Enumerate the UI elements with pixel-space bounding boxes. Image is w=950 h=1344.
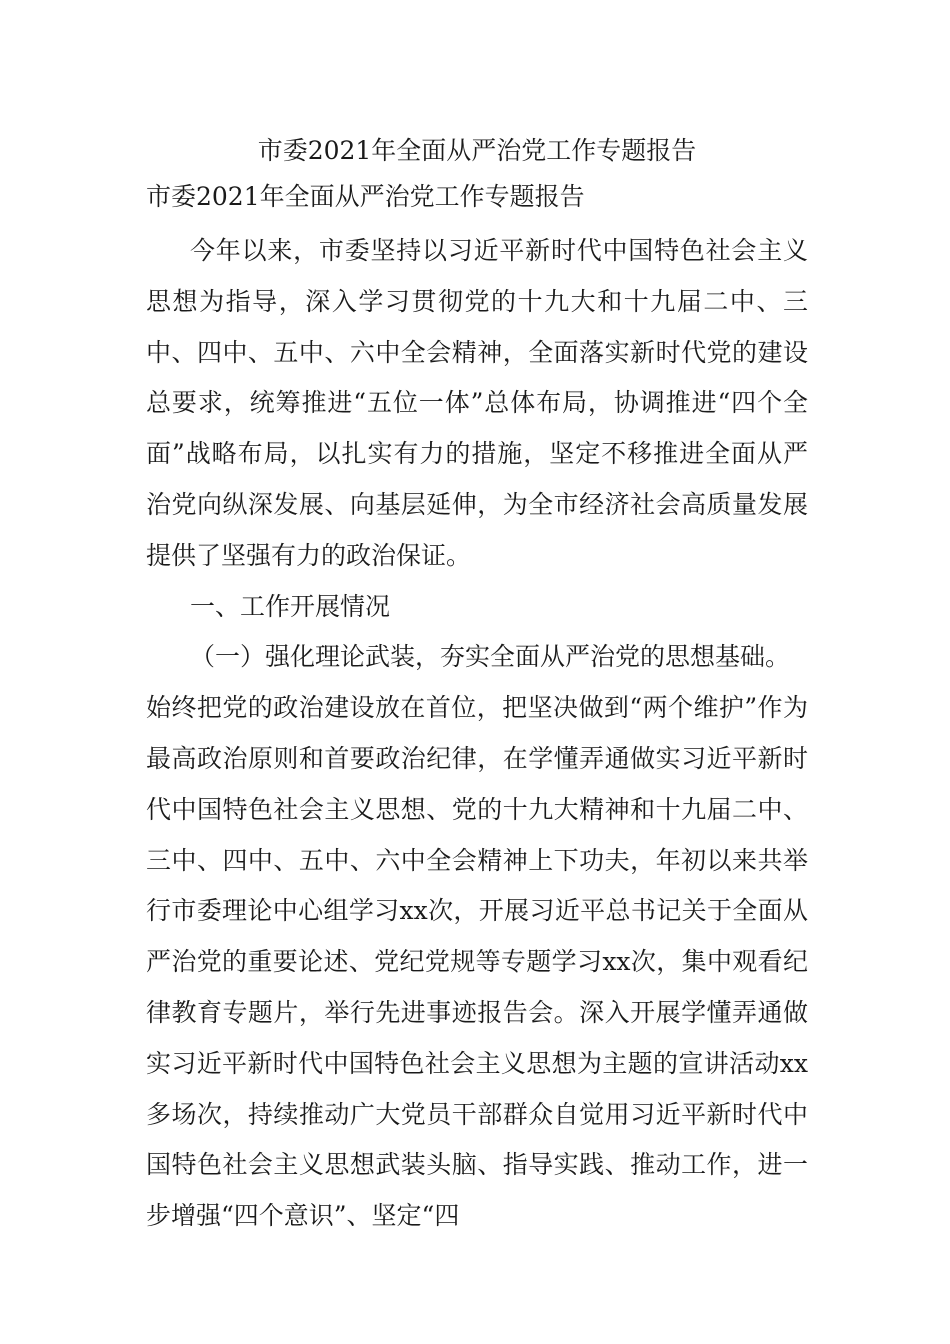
subsection-heading: （一）强化理论武装，夯实全面从严治党的思想基础。: [190, 642, 791, 672]
document-title: 市委2021年全面从严治党工作专题报告: [257, 136, 697, 165]
body-paragraph: 始终把党的政治建设放在首位，把坚决做到“两个维护”作为最高政治原则和首要政治纪律，在学懂弄通做实习近平新时代中国特色社会主义思想、党的十九大精神和十九届二中、三中、四中、五中、六中全会精神上下功夫，年初以来共举行市委理论中心组学习xx次，开展习近平总书记关于全面从严治党的重要论述、党纪党规等专题学习xx次，集中观看纪律教育专题片，举行先进事迹报告会。深入开展学懂弄通做实习近平新时代中国特色社会主义思想为主题的宣讲活动xx多场次，持续推动广大党员干部群众自觉用习近平新时代中国特色社会主义思想武装头脑、指导实践、推动工作，进一步增强“四个意识”、坚定“四: [146, 693, 808, 1231]
section-heading: 一、工作开展情况: [190, 591, 391, 621]
intro-paragraph: 今年以来，市委坚持以习近平新时代中国特色社会主义思想为指导，深入学习贯彻党的十九大和十九届二中、三中、四中、五中、六中全会精神，全面落实新时代党的建设总要求，统筹推进“五位一体”总体布局，协调推进“四个全面”战略布局，以扎实有力的措施，坚定不移推进全面从严治党向纵深发展、向基层延伸，为全市经济社会高质量发展提供了坚强有力的政治保证。: [146, 236, 808, 570]
document-body: [146, 128, 808, 1242]
document-subtitle: 市委2021年全面从严治党工作专题报告: [146, 182, 585, 211]
